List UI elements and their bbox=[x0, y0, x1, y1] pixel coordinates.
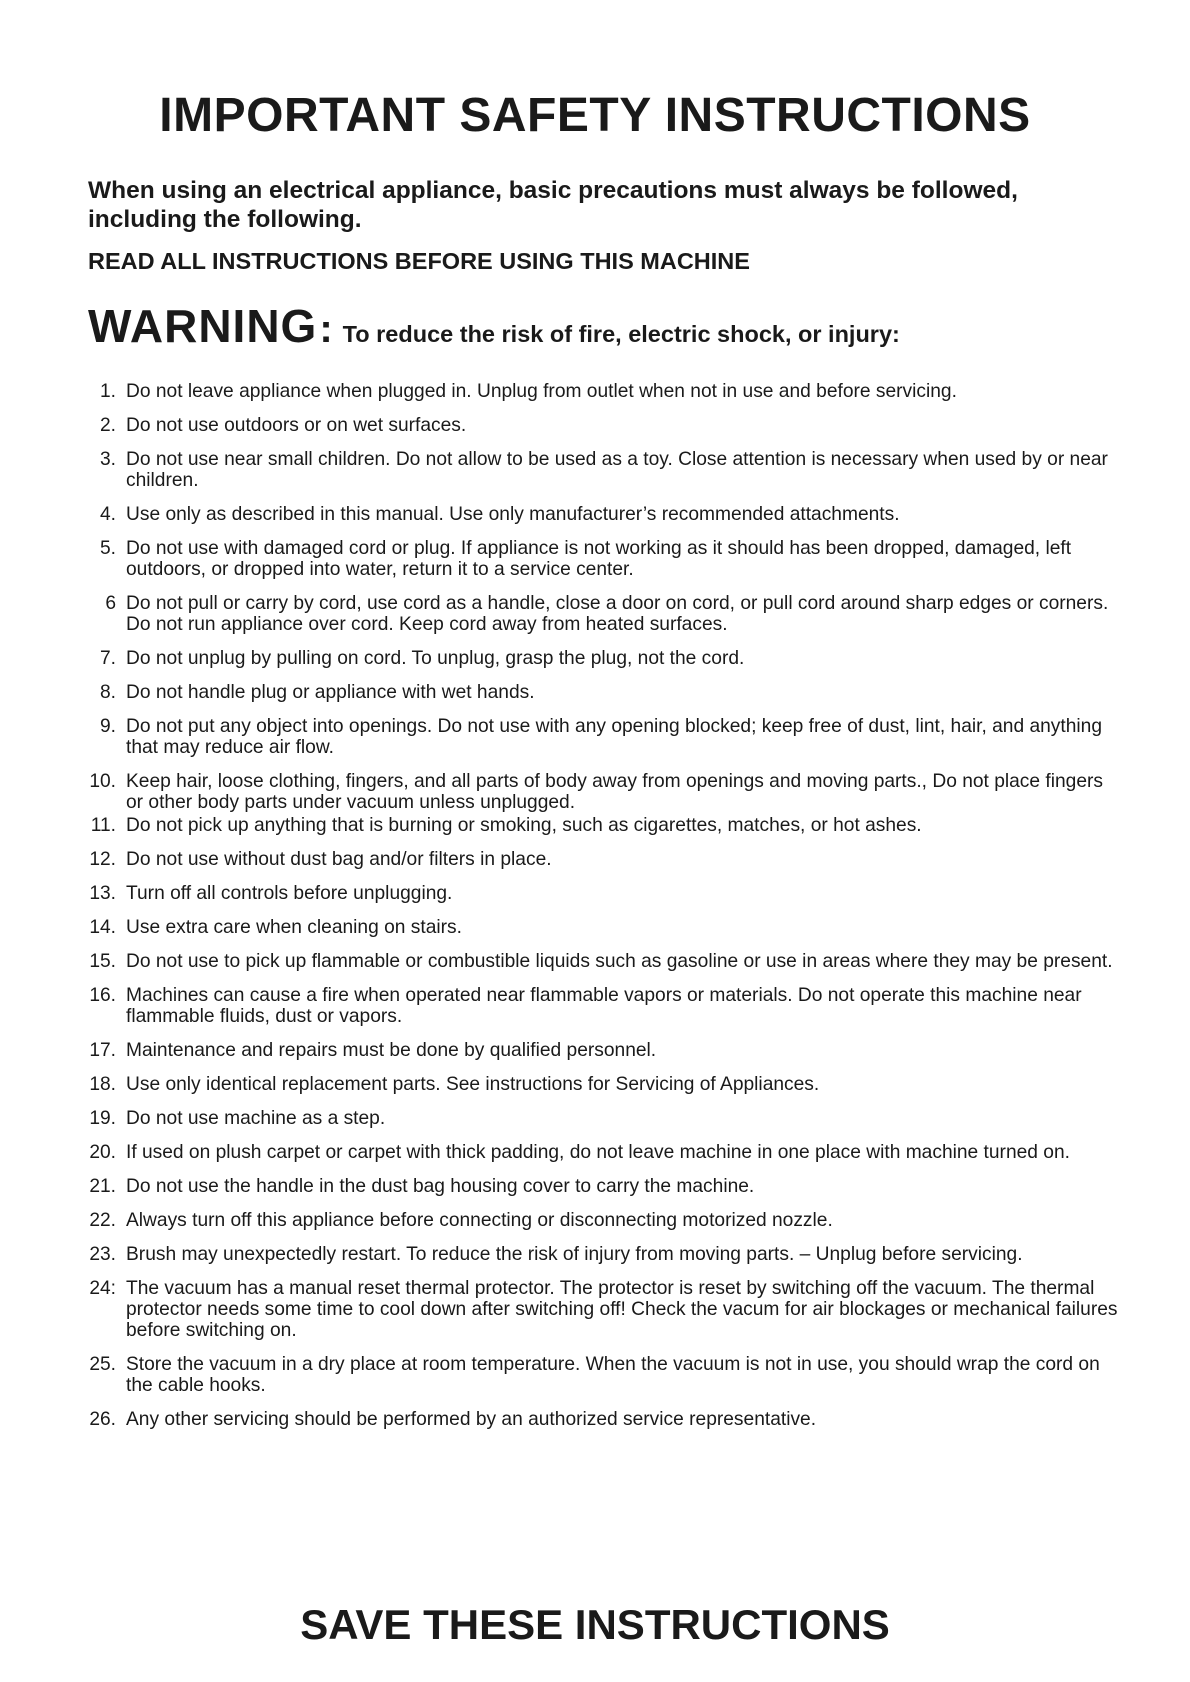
item-text: Do not use machine as a step. bbox=[126, 1108, 386, 1129]
item-number: 19. bbox=[89, 1108, 116, 1129]
item-text: Do not unplug by pulling on cord. To unplug, grasp the plug, not the cord. bbox=[126, 648, 745, 669]
list-item bbox=[80, 1142, 1120, 1163]
list-item bbox=[80, 771, 1120, 813]
item-number: 21. bbox=[89, 1176, 116, 1197]
list-item bbox=[80, 1040, 1120, 1061]
safety-instructions-list bbox=[80, 381, 1120, 1443]
item-number: 14. bbox=[89, 917, 116, 938]
item-number: 9. bbox=[99, 716, 116, 737]
item-text: Do not use near small children. Do not allow to be used as a toy. Close attention is necessary when used by or near children. bbox=[126, 449, 1108, 491]
list-item bbox=[80, 682, 1120, 703]
item-text: Maintenance and repairs must be done by qualified personnel. bbox=[126, 1040, 657, 1061]
read-all-notice: READ ALL INSTRUCTIONS BEFORE USING THIS MACHINE bbox=[88, 248, 750, 274]
item-text: Use only identical replacement parts. See instructions for Servicing of Appliances. bbox=[126, 1074, 820, 1095]
list-item bbox=[80, 951, 1120, 972]
item-number: 25. bbox=[89, 1354, 116, 1375]
list-item bbox=[80, 449, 1120, 491]
item-text: Store the vacuum in a dry place at room temperature. When the vacuum is not in use, you should wrap the cord on the cable hooks. bbox=[126, 1354, 1100, 1396]
item-text: Use only as described in this manual. Use only manufacturer’s recommended attachments. bbox=[126, 504, 900, 525]
item-text: Do not use outdoors or on wet surfaces. bbox=[126, 415, 467, 436]
list-item bbox=[80, 1409, 1120, 1430]
list-item bbox=[80, 1210, 1120, 1231]
item-text: Any other servicing should be performed by an authorized service representative. bbox=[126, 1409, 817, 1430]
item-number: 8. bbox=[99, 682, 116, 703]
list-item bbox=[80, 504, 1120, 525]
item-number: 2. bbox=[99, 415, 116, 436]
item-number: 4. bbox=[99, 504, 116, 525]
item-number: 13. bbox=[89, 883, 116, 904]
item-number: 17. bbox=[89, 1040, 116, 1061]
list-item bbox=[80, 1176, 1120, 1197]
warning-colon: : bbox=[319, 307, 333, 351]
item-text: Do not put any object into openings. Do not use with any opening blocked; keep free of dust, lint, hair, and anything that may reduce air flow. bbox=[126, 716, 1103, 758]
item-text: Do not handle plug or appliance with wet hands. bbox=[126, 682, 535, 703]
item-number: 18. bbox=[89, 1074, 116, 1095]
list-item bbox=[80, 849, 1120, 870]
item-number: 7. bbox=[99, 648, 116, 669]
item-number: 24: bbox=[89, 1278, 116, 1299]
item-number: 23. bbox=[89, 1244, 116, 1265]
list-item bbox=[80, 381, 1120, 402]
item-text: Do not pick up anything that is burning or smoking, such as cigarettes, matches, or hot ashes. bbox=[126, 815, 922, 836]
item-text: Keep hair, loose clothing, fingers, and all parts of body away from openings and moving parts., Do not place fingers or other body parts under vacuum unless unplugged. bbox=[126, 771, 1103, 813]
item-text: Do not pull or carry by cord, use cord as a handle, close a door on cord, or pull cord around sharp edges or corners. Do not run appliance over cord. Keep cord away from heated surfaces. bbox=[126, 593, 1109, 635]
list-item bbox=[80, 648, 1120, 669]
item-number: 5. bbox=[99, 538, 116, 559]
item-number: 16. bbox=[89, 985, 116, 1006]
item-number: 22. bbox=[89, 1210, 116, 1231]
list-item bbox=[80, 883, 1120, 904]
item-number: 3. bbox=[99, 449, 116, 470]
item-number: 10. bbox=[89, 771, 116, 792]
item-text: Use extra care when cleaning on stairs. bbox=[126, 917, 462, 938]
list-item bbox=[80, 815, 1120, 836]
list-item bbox=[80, 538, 1120, 580]
list-item bbox=[80, 1244, 1120, 1265]
item-text: Do not use to pick up flammable or combustible liquids such as gasoline or use in areas where they may be present. bbox=[126, 951, 1113, 972]
list-item bbox=[80, 917, 1120, 938]
list-item bbox=[80, 1278, 1120, 1341]
item-text: Turn off all controls before unplugging. bbox=[126, 883, 453, 904]
warning-text: To reduce the risk of fire, electric shock, or injury: bbox=[342, 321, 900, 347]
item-text: Do not leave appliance when plugged in. Unplug from outlet when not in use and before servicing. bbox=[126, 381, 957, 402]
item-text: Machines can cause a fire when operated near flammable vapors or materials. Do not operate this machine near flammable fluids, dust or vapors. bbox=[126, 985, 1082, 1027]
warning-heading bbox=[88, 300, 900, 352]
warning-label: WARNING bbox=[88, 300, 318, 352]
item-text: Brush may unexpectedly restart. To reduce the risk of injury from moving parts. – Unplug before servicing. bbox=[126, 1244, 1023, 1265]
list-item bbox=[80, 1074, 1120, 1095]
item-number: 1. bbox=[99, 381, 116, 402]
item-number: 6 bbox=[105, 593, 116, 614]
item-number: 15. bbox=[89, 951, 116, 972]
list-item bbox=[80, 716, 1120, 758]
item-number: 12. bbox=[89, 849, 116, 870]
list-item bbox=[80, 1354, 1120, 1396]
item-text: Do not use without dust bag and/or filters in place. bbox=[126, 849, 552, 870]
save-instructions-footer: SAVE THESE INSTRUCTIONS bbox=[300, 1601, 890, 1648]
intro-text: When using an electrical appliance, basic precautions must always be followed, including the following. bbox=[88, 177, 1018, 233]
item-text: If used on plush carpet or carpet with thick padding, do not leave machine in one place with machine turned on. bbox=[126, 1142, 1070, 1163]
item-text: Do not use the handle in the dust bag housing cover to carry the machine. bbox=[126, 1176, 755, 1197]
list-item bbox=[80, 415, 1120, 436]
item-text: The vacuum has a manual reset thermal protector. The protector is reset by switching off the vacuum. The thermal protector needs some time to cool down after switching off! Check the vacum for air blockages or mechanical failures before switching on. bbox=[126, 1278, 1118, 1341]
list-item bbox=[80, 1108, 1120, 1129]
list-item bbox=[80, 985, 1120, 1027]
item-number: 26. bbox=[89, 1409, 116, 1430]
item-number: 11. bbox=[90, 815, 116, 836]
list-item bbox=[80, 593, 1120, 635]
item-number: 20. bbox=[89, 1142, 116, 1163]
page-title: IMPORTANT SAFETY INSTRUCTIONS bbox=[159, 89, 1031, 142]
item-text: Do not use with damaged cord or plug. If appliance is not working as it should has been dropped, damaged, left outdoors, or dropped into water, return it to a service center. bbox=[126, 538, 1072, 580]
item-text: Always turn off this appliance before connecting or disconnecting motorized nozzle. bbox=[126, 1210, 833, 1231]
